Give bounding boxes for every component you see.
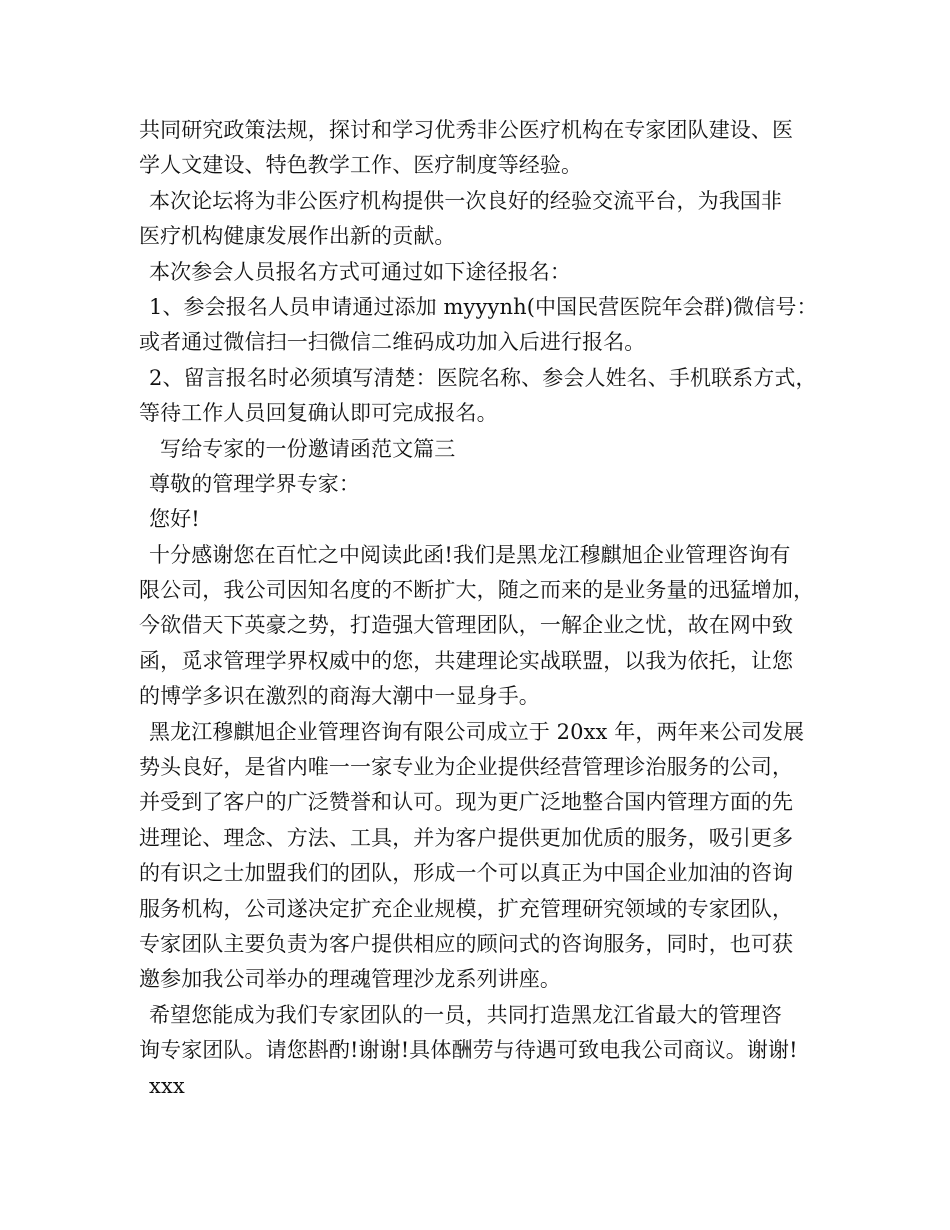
text-line: 函，觅求管理学界权威中的您，共建理论实战联盟，以我为依托，让您 bbox=[139, 648, 794, 673]
text-line: 的有识之士加盟我们的团队，形成一个可以真正为中国企业加油的咨询 bbox=[139, 861, 794, 886]
text-line: 势头良好，是省内唯一一家专业为企业提供经营管理诊治服务的公司， bbox=[139, 755, 794, 780]
text-line: 询专家团队。请您斟酌!谢谢!具体酬劳与待遇可致电我公司商议。谢谢! bbox=[139, 1038, 798, 1063]
list-item-2-line: 2、留言报名时必须填写清楚：医院名称、参会人姓名、手机联系方式， bbox=[149, 365, 817, 390]
greeting: 您好! bbox=[149, 507, 200, 532]
paragraph-start-line: 本次参会人员报名方式可通过如下途径报名： bbox=[149, 259, 571, 284]
paragraph-start-line: 黑龙江穆麒旭企业管理咨询有限公司成立于 20xx 年，两年来公司发展 bbox=[149, 719, 805, 744]
text-line: 的博学多识在激烈的商海大潮中一显身手。 bbox=[139, 684, 540, 709]
text-line: 专家团队主要负责为客户提供相应的顾问式的咨询服务，同时，也可获 bbox=[139, 931, 794, 956]
text-line: 服务机构，公司遂决定扩充企业规模，扩充管理研究领域的专家团队， bbox=[139, 896, 794, 921]
text-line: 进理论、理念、方法、工具，并为客户提供更加优质的服务，吸引更多 bbox=[139, 825, 794, 850]
text-line: 今欲借天下英豪之势，打造强大管理团队，一解企业之忧，故在网中致 bbox=[139, 613, 794, 638]
list-item-1-line: 1、参会报名人员申请通过添加 myyynh(中国民营医院年会群)微信号： bbox=[149, 294, 818, 319]
section-heading: 写给专家的一份邀请函范文篇三 bbox=[160, 436, 456, 461]
text-line: 限公司，我公司因知名度的不断扩大，随之而来的是业务量的迅猛增加， bbox=[139, 578, 815, 603]
paragraph-start-line: 本次论坛将为非公医疗机构提供一次良好的经验交流平台，为我国非 bbox=[149, 188, 782, 213]
text-line: 等待工作人员回复确认即可完成报名。 bbox=[139, 401, 498, 426]
text-line: 医疗机构健康发展作出新的贡献。 bbox=[139, 224, 456, 249]
signature: xxx bbox=[149, 1073, 185, 1098]
text-line: 学人文建设、特色教学工作、医疗制度等经验。 bbox=[139, 153, 583, 178]
text-line: 共同研究政策法规，探讨和学习优秀非公医疗机构在专家团队建设、医 bbox=[139, 118, 794, 142]
salutation: 尊敬的管理学界专家： bbox=[149, 471, 360, 496]
text-line: 或者通过微信扫一扫微信二维码成功加入后进行报名。 bbox=[139, 330, 646, 355]
document-body bbox=[139, 113, 829, 1104]
paragraph-start-line: 十分感谢您在百忙之中阅读此函!我们是黑龙江穆麒旭企业管理咨询有 bbox=[149, 542, 791, 567]
paragraph-start-line: 希望您能成为我们专家团队的一员，共同打造黑龙江省最大的管理咨 bbox=[149, 1002, 782, 1027]
text-line: 并受到了客户的广泛赞誉和认可。现为更广泛地整合国内管理方面的先 bbox=[139, 790, 794, 815]
text-line: 邀参加我公司举办的理魂管理沙龙系列讲座。 bbox=[139, 967, 561, 992]
